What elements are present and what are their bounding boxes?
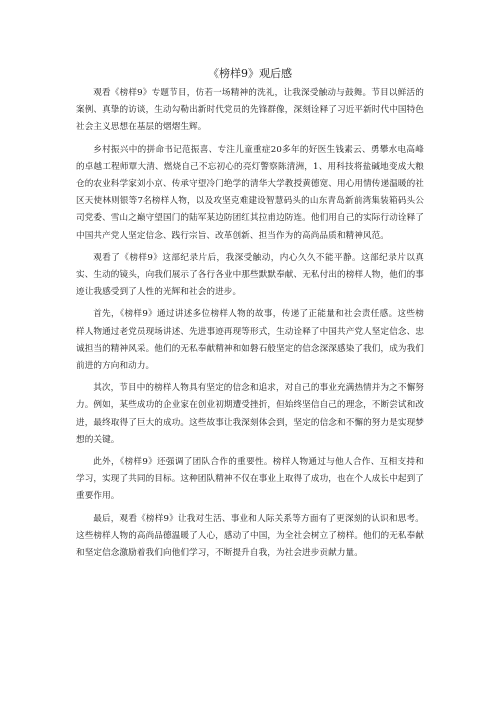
document-title: 《榜样9》观后感 — [208, 67, 292, 80]
paragraph-teamwork: 此外，《榜样9》还强调了团队合作的重要性。榜样人物通过与他人合作、互相支持和学习，实现了共同的目标。这种团队精神不仅在事业上取得了成功，也在个人成长中起到了重要作用。 — [76, 457, 424, 502]
paragraph-impression: 观看了《榜样9》这部纪录片后，我深受触动，内心久久不能平静。这部纪录片以真实、生动的镜头，向我们展示了各行各业中那些默默奉献、无私付出的榜样人物，他们的事迹让我感受到了人性的光辉和社会的进步。 — [76, 252, 424, 298]
paragraph-intro: 观看《榜样9》专题节目，仿若一场精神的洗礼，让我深受触动与鼓舞。节目以鲜活的案例、真挚的访谈，生动勾勒出新时代党员的先锋群像，深刻诠释了习近平新时代中国特色社会主义思想在基层的熠熠生辉。 — [76, 88, 424, 133]
paragraph-role-models: 乡村振兴中的拼命书记范振喜、专注儿童重症20多年的好医生钱素云、勇攀水电高峰的卓越工程师覃大清、燃烧自己不忘初心的亮灯警察陈清洲，1、用科技将盐碱地变成大粮仓的农业科学家刘小京、传承守望冷门绝学的清华大学教授黄德宽、用心用情传递温暖的社区天使林则银等7名榜样人物，以及攻坚克难建设智慧码头的山东青岛新前湾集装箱码头公司党委、雪山之巅守望国门的陆军某边防团红其拉甫边防连。他们用自己的实际行动诠释了中国共产党人坚定信念、践行宗旨、改革创新、担当作为的高尚品质和精神风范。 — [76, 144, 424, 241]
paragraph-second: 其次，节目中的榜样人物具有坚定的信念和追求，对自己的事业充满热情并为之不懈努力。例如，某些成功的企业家在创业初期遭受挫折，但始终坚信自己的理念，不断尝试和改进，最终取得了巨大的成功。这些故事让我深刻体会到，坚定的信念和不懈的努力是实现梦想的关键。 — [76, 383, 424, 445]
paragraph-conclusion: 最后，观看《榜样9》让我对生活、事业和人际关系等方面有了更深刻的认识和思考。这些榜样人物的高尚品德温暖了人心，感动了中国，为全社会树立了榜样。他们的无私奉献和坚定信念激励着我们向他们学习，不断提升自我，为社会进步贡献力量。 — [76, 513, 424, 559]
paragraph-first: 首先，《榜样9》通过讲述多位榜样人物的故事，传递了正能量和社会责任感。这些榜样人物通过老党员现场讲述、先进事迹再现等形式，生动诠释了中国共产党人坚定信念、忠诚担当的精神风采。他们的无私奉献精神和如磐石般坚定的信念深深感染了我们，成为我们前进的方向和动力。 — [76, 309, 424, 372]
